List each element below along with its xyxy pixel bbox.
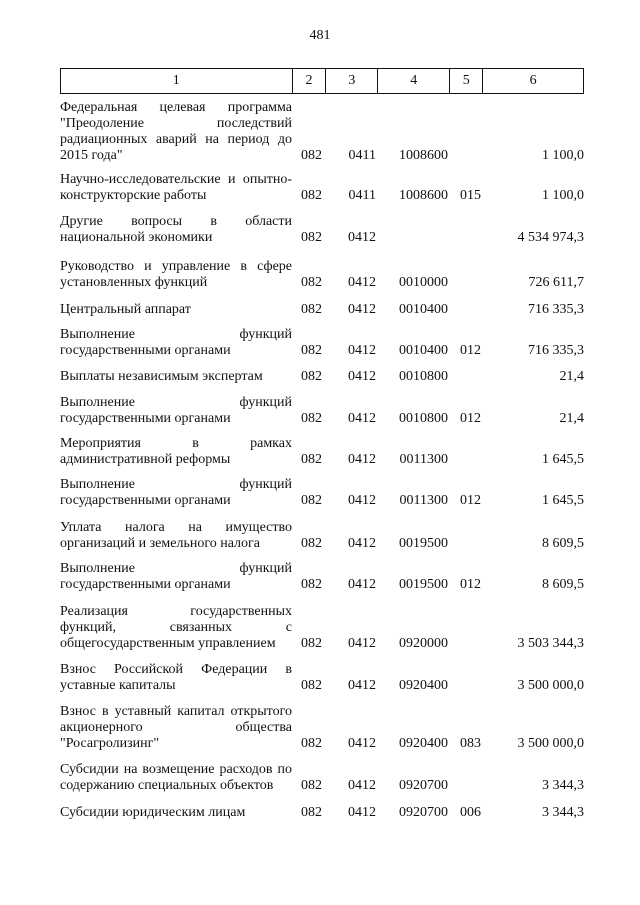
row-expense-type: 015 [460,188,481,203]
row-section-code: 0412 [348,805,376,820]
row-name: Выполнение функций государственными органами [60,327,292,358]
column-header-3: 3 [326,69,378,94]
row-name: Взнос в уставный капитал открытого акционерного общества "Росагролизинг" [60,704,292,751]
row-amount: 3 503 344,3 [517,636,584,651]
row-section-code: 0412 [348,577,376,592]
row-target-code: 1008600 [399,148,448,163]
table-row [60,552,584,593]
table-row [60,246,584,291]
row-amount: 3 500 000,0 [517,736,584,751]
table-row [60,385,584,427]
row-expense-type: 006 [460,805,481,820]
row-expense-type: 083 [460,736,481,751]
row-amount: 3 344,3 [542,778,584,793]
row-target-code: 0010800 [399,369,448,384]
row-target-code: 1008600 [399,188,448,203]
budget-rows [60,100,584,821]
table-row [60,652,584,694]
row-expense-type: 012 [460,577,481,592]
table-row [60,359,584,385]
row-section-code: 0412 [348,411,376,426]
table-row [60,164,584,204]
row-amount: 8 609,5 [542,577,584,592]
page-number: 481 [309,28,331,43]
row-section-code: 0412 [348,636,376,651]
table-row [60,794,584,821]
row-section-code: 0412 [348,452,376,467]
row-amount: 1 645,5 [542,493,584,508]
row-name: Федеральная целевая программа "Преодоление последствий радиационных аварий на период до 2015 года" [60,100,292,163]
row-target-code: 0920700 [399,805,448,820]
table-row [60,468,584,509]
row-name: Мероприятия в рамках административной реформы [60,436,292,467]
row-expense-type: 012 [460,411,481,426]
row-amount: 3 344,3 [542,805,584,820]
row-amount: 21,4 [559,369,584,384]
row-target-code: 0019500 [399,536,448,551]
table-row [60,204,584,246]
column-header-5: 5 [450,69,483,94]
row-section-code: 0412 [348,778,376,793]
row-amount: 1 100,0 [542,188,584,203]
row-ministry-code: 082 [301,230,322,245]
column-header-4: 4 [378,69,450,94]
row-amount: 1 100,0 [542,148,584,163]
row-amount: 8 609,5 [542,536,584,551]
row-ministry-code: 082 [301,188,322,203]
table-row [60,318,584,359]
table-row [60,427,584,468]
row-ministry-code: 082 [301,275,322,290]
row-ministry-code: 082 [301,302,322,317]
row-target-code: 0920400 [399,678,448,693]
row-amount: 4 534 974,3 [517,230,584,245]
column-header-2: 2 [292,69,326,94]
row-section-code: 0412 [348,275,376,290]
row-ministry-code: 082 [301,411,322,426]
row-section-code: 0412 [348,536,376,551]
row-target-code: 0010800 [399,411,448,426]
row-target-code: 0019500 [399,577,448,592]
row-name: Научно-исследовательские и опытно-конструкторские работы [60,172,292,203]
row-section-code: 0412 [348,230,376,245]
row-ministry-code: 082 [301,805,322,820]
row-ministry-code: 082 [301,369,322,384]
row-section-code: 0412 [348,302,376,317]
row-amount: 21,4 [559,411,584,426]
row-target-code: 0920400 [399,736,448,751]
row-ministry-code: 082 [301,452,322,467]
row-name: Руководство и управление в сфере установленных функций [60,259,292,290]
row-expense-type: 012 [460,343,481,358]
row-section-code: 0412 [348,369,376,384]
table-row [60,752,584,794]
row-ministry-code: 082 [301,148,322,163]
row-ministry-code: 082 [301,778,322,793]
row-name: Выполнение функций государственными органами [60,477,292,508]
row-expense-type: 012 [460,493,481,508]
row-target-code: 0010400 [399,343,448,358]
row-name: Реализация государственных функций, связанных с общегосударственным управлением [60,604,292,651]
row-name: Субсидии юридическим лицам [60,805,246,820]
row-target-code: 0011300 [399,493,448,508]
table-row [60,100,584,164]
row-ministry-code: 082 [301,577,322,592]
row-amount: 726 611,7 [528,275,584,290]
row-target-code: 0010400 [399,302,448,317]
row-section-code: 0412 [348,343,376,358]
row-name: Выполнение функций государственными органами [60,561,292,592]
row-target-code: 0920700 [399,778,448,793]
row-section-code: 0411 [348,188,376,203]
row-name: Центральный аппарат [60,302,191,317]
column-header-6: 6 [483,69,584,94]
row-target-code: 0010000 [399,275,448,290]
row-section-code: 0412 [348,736,376,751]
row-ministry-code: 082 [301,736,322,751]
row-name: Уплата налога на имущество организаций и земельного налога [60,520,292,551]
row-section-code: 0412 [348,493,376,508]
row-ministry-code: 082 [301,678,322,693]
row-name: Взнос Российской Федерации в уставные капиталы [60,662,292,693]
row-target-code: 0011300 [399,452,448,467]
table-row [60,694,584,752]
row-name: Другие вопросы в области национальной экономики [60,214,292,245]
row-amount: 3 500 000,0 [517,678,584,693]
table-row [60,291,584,318]
row-name: Субсидии на возмещение расходов по содержанию специальных объектов [60,762,292,793]
row-name: Выплаты независимым экспертам [60,369,263,384]
row-amount: 716 335,3 [528,343,584,358]
row-ministry-code: 082 [301,636,322,651]
table-row [60,593,584,652]
row-ministry-code: 082 [301,343,322,358]
column-header-row [61,69,584,94]
column-header-table [60,68,584,94]
row-section-code: 0411 [348,148,376,163]
row-ministry-code: 082 [301,536,322,551]
row-name: Выполнение функций государственными органами [60,395,292,426]
row-amount: 1 645,5 [542,452,584,467]
row-amount: 716 335,3 [528,302,584,317]
column-header-1: 1 [61,69,293,94]
table-row [60,509,584,552]
row-ministry-code: 082 [301,493,322,508]
row-target-code: 0920000 [399,636,448,651]
row-section-code: 0412 [348,678,376,693]
